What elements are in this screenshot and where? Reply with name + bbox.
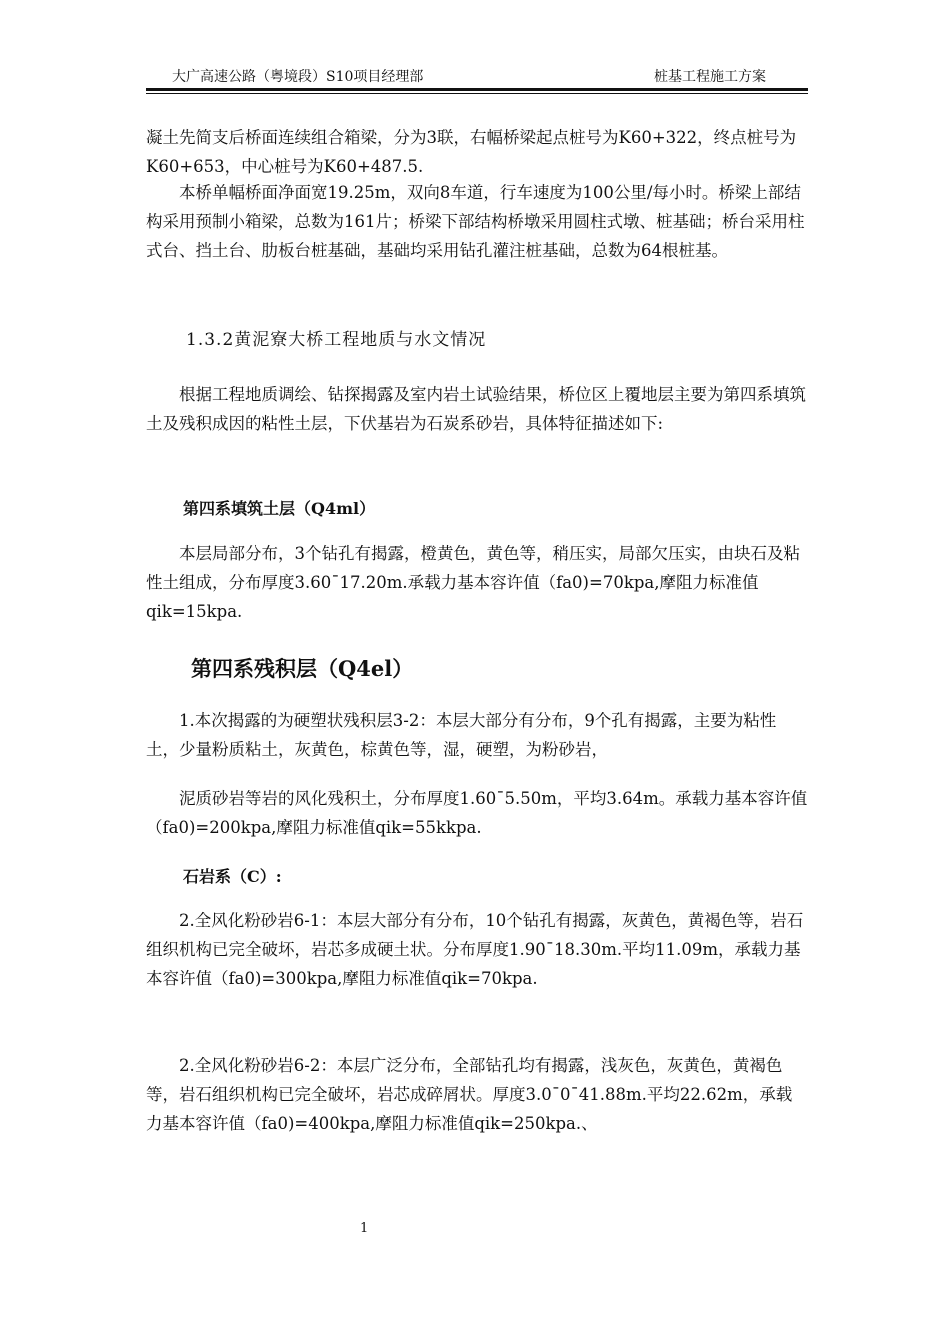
heading-fill-layer: 第四系填筑土层（Q4ml） — [183, 499, 376, 518]
header-left-title: 大广高速公路（粤境段）S10项目经理部 — [172, 69, 424, 85]
paragraph-bridge-structure: 本桥单幅桥面净面宽19.25m，双向8车道，行车速度为100公里/每小时。桥梁上部结构采用预制小箱梁，总数为161片；桥梁下部结构桥墩采用圆柱式墩、桩基础；桥台采用柱式台、挡土台、肋板台桩基础，基础均采用钻孔灌注桩基础，总数为64根桩基。 — [146, 183, 805, 260]
paragraph-rock-6-2: 2.全风化粉砂岩6-2：本层广泛分布，全部钻孔均有揭露，浅灰色，灰黄色，黄褐色等，岩石组织机构已完全破坏，岩芯成碎屑状。厚度3.0¯0¯41.88m.平均22.62m，承载力基本容许值（fa0)=400kpa,摩阻力标准值qik=250kpa.、 — [146, 1056, 793, 1133]
paragraph-fill-layer: 本层局部分布，3个钻孔有揭露，橙黄色，黄色等，稍压实，局部欠压实，由块石及粘性土组成，分布厚度3.60¯17.20m.承载力基本容许值（fa0)=70kpa,摩阻力标准值qik=15kpa. — [146, 544, 800, 621]
paragraph-residual-thickness: 泥质砂岩等岩的风化残积土，分布厚度1.60¯5.50m，平均3.64m。承载力基本容许值（fa0)=200kpa,摩阻力标准值qik=55kkpa. — [146, 789, 808, 837]
paragraph-rock-6-1: 2.全风化粉砂岩6-1：本层大部分有分布，10个钻孔有揭露，灰黄色，黄褐色等，岩石组织机构已完全破坏，岩芯多成硬土状。分布厚度1.90¯18.30m.平均11.09m，承载力基本容许值（fa0)=300kpa,摩阻力标准值qik=70kpa. — [146, 911, 804, 988]
heading-rock-system: 石岩系（C）: — [183, 867, 282, 886]
paragraph-bridge-overview: 凝土先简支后桥面连续组合箱梁，分为3联，右幅桥梁起点桩号为K60+322，终点桩号为K60+653，中心桩号为K60+487.5. — [146, 128, 797, 176]
header-divider-thick — [146, 88, 808, 91]
header-right-title: 桩基工程施工方案 — [654, 69, 766, 85]
page-number: 1 — [360, 1221, 369, 1236]
section-title: 1.3.2黄泥寮大桥工程地质与水文情况 — [186, 330, 487, 350]
paragraph-geology-intro: 根据工程地质调绘、钻探揭露及室内岩土试验结果，桥位区上覆地层主要为第四系填筑土及残积成因的粘性土层，下伏基岩为石炭系砂岩，具体特征描述如下: — [146, 385, 806, 433]
paragraph-residual-layer: 1.本次揭露的为硬塑状残积层3-2：本层大部分有分布，9个孔有揭露，主要为粘性土，少量粉质粘土，灰黄色，棕黄色等，湿，硬塑，为粉砂岩， — [146, 711, 777, 759]
header-divider-thin — [146, 93, 808, 94]
heading-residual-layer: 第四系残积层（Q4el） — [191, 656, 414, 681]
